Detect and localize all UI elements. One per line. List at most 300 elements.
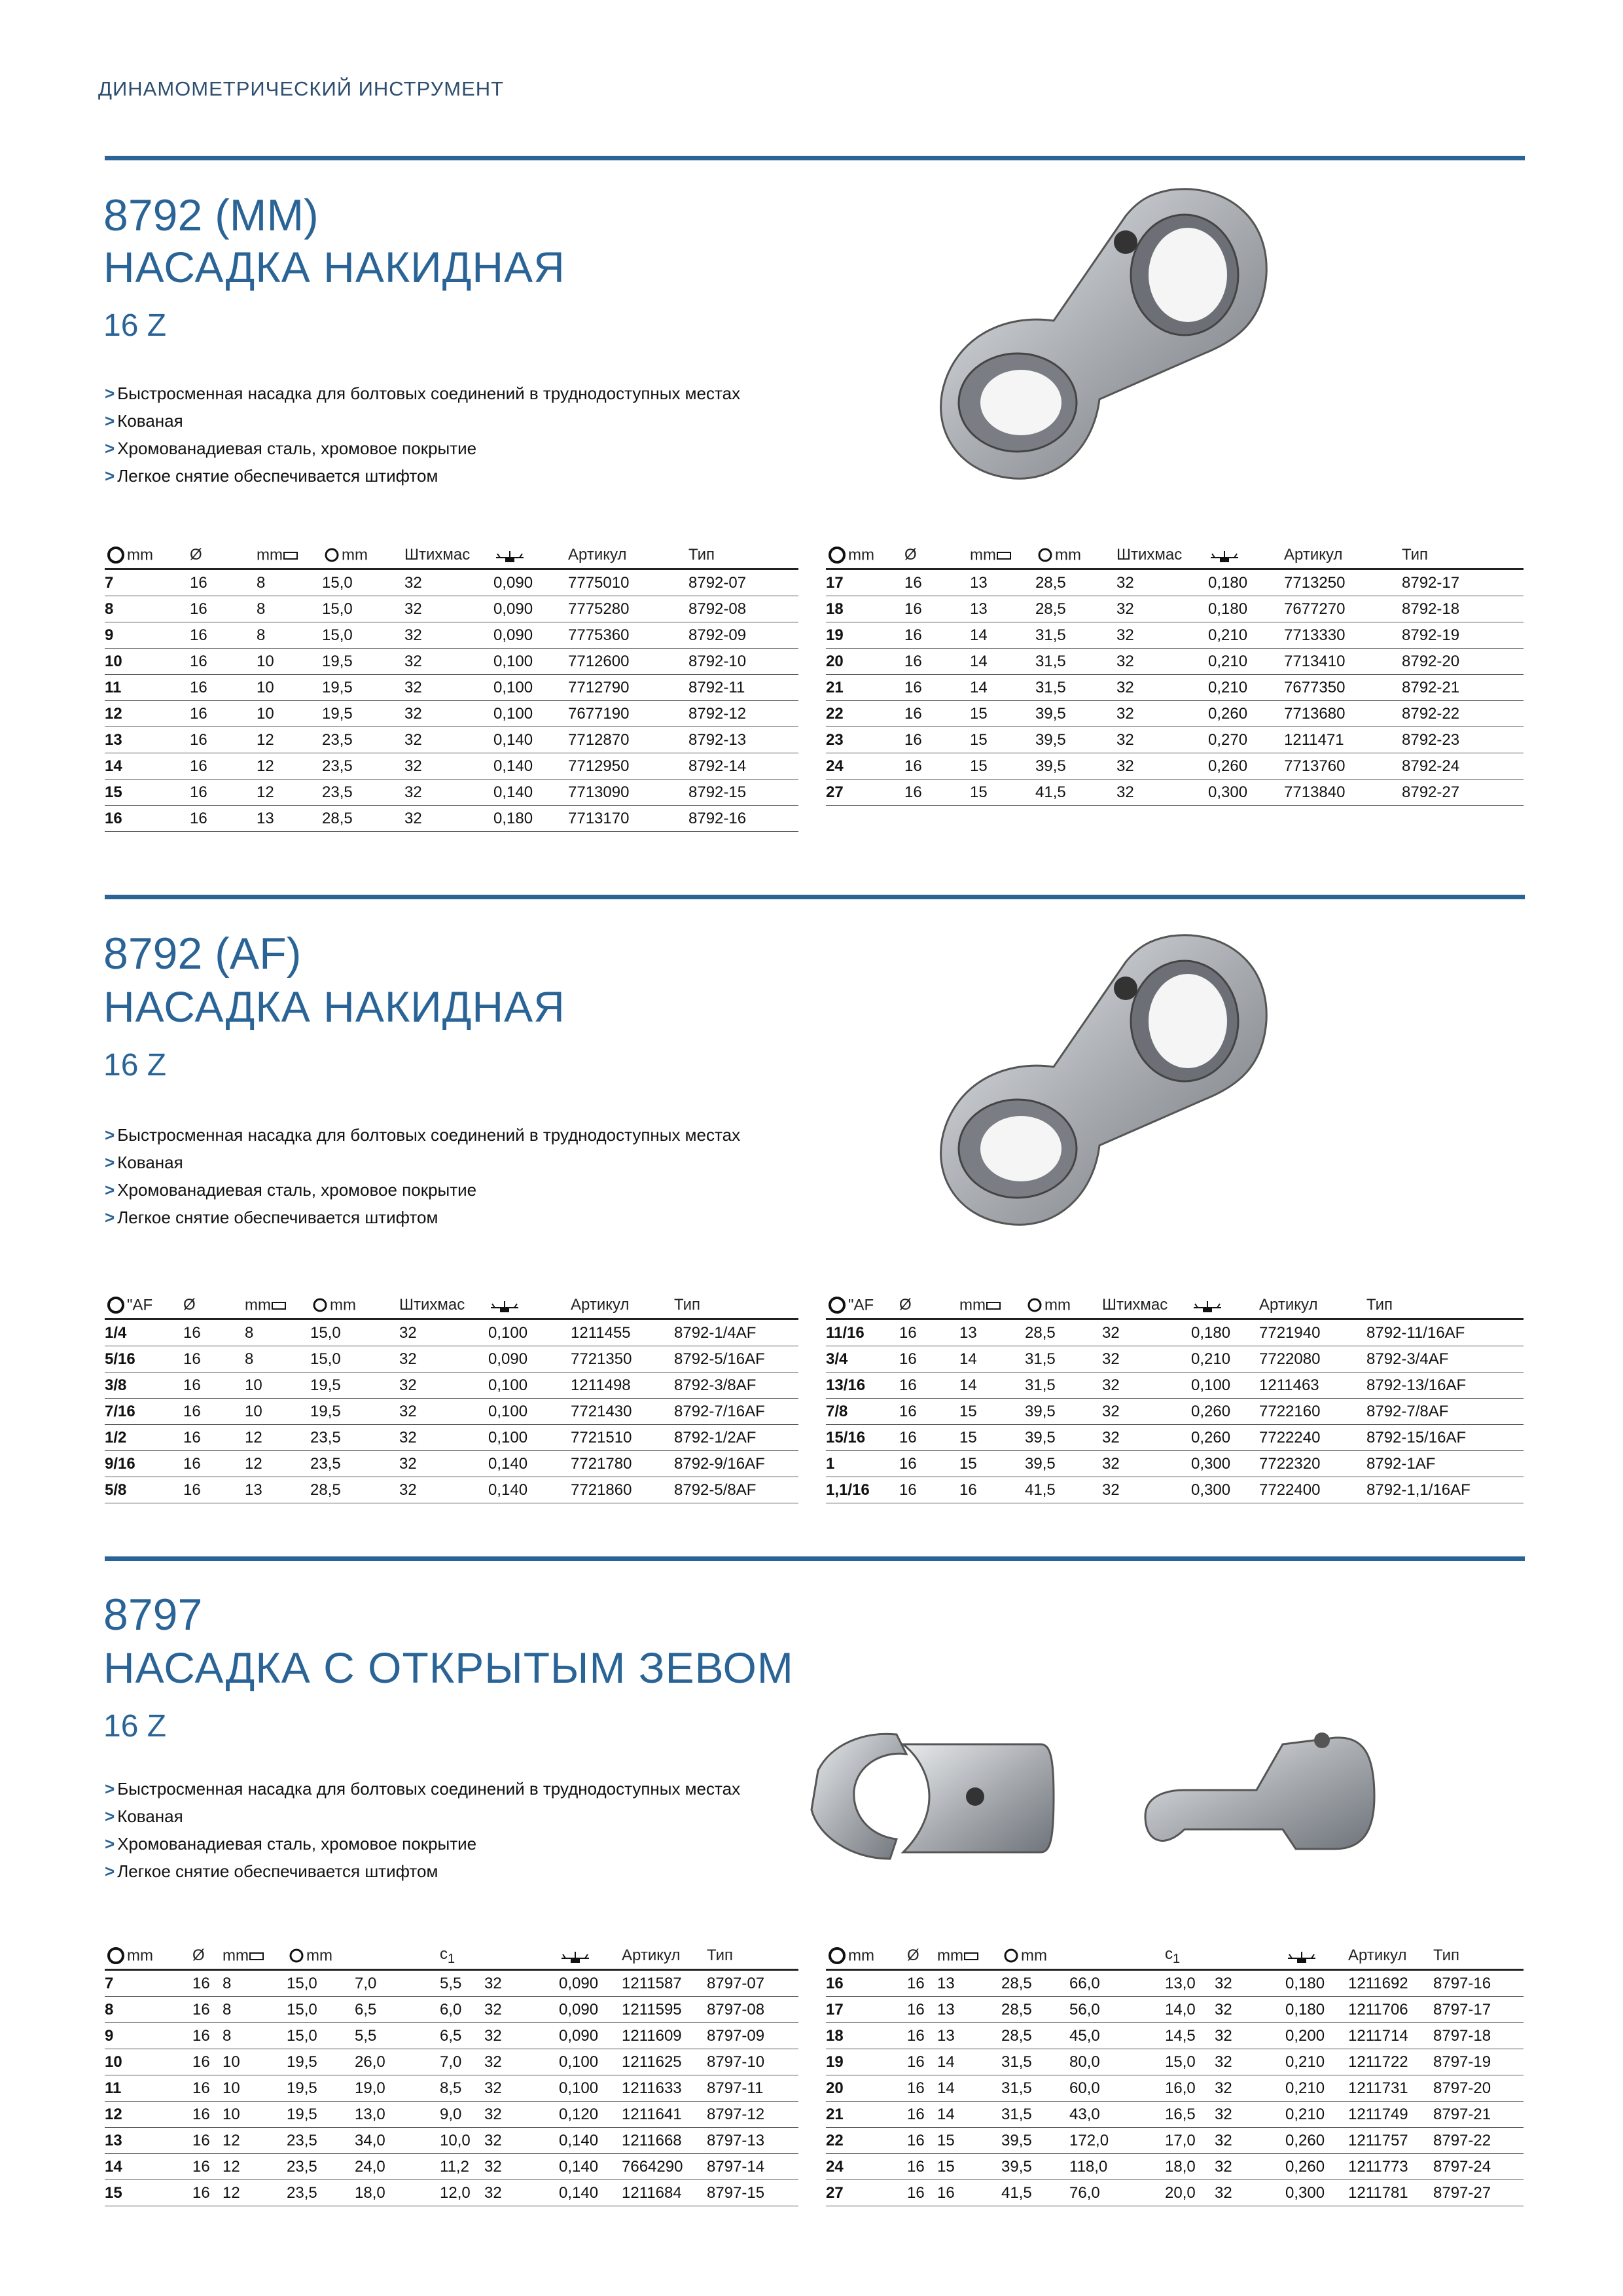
table-cell: 7721860: [571, 1477, 674, 1503]
table-cell: 8797-10: [707, 2049, 798, 2075]
table-cell: 32: [399, 1399, 488, 1425]
table-cell: 15,0: [287, 2023, 355, 2049]
qty-column-header: Штихмас: [399, 1292, 488, 1319]
table-cell: 13,0: [355, 2102, 440, 2128]
table-row: [105, 2049, 798, 2075]
table-cell: 34,0: [355, 2128, 440, 2154]
table-cell: 26,0: [355, 2049, 440, 2075]
table-cell: 15,0: [287, 1970, 355, 1997]
table-cell: 16: [899, 1451, 959, 1477]
table-cell: 0,180: [1208, 569, 1284, 596]
table-cell: 118,0: [1069, 2154, 1165, 2180]
table-cell: 80,0: [1069, 2049, 1165, 2075]
table-row: [826, 649, 1524, 675]
table-cell: 1211625: [622, 2049, 707, 2075]
section-3-features: [105, 1775, 740, 1885]
table-row: [826, 2075, 1524, 2102]
table-cell: 14: [959, 1372, 1025, 1399]
table-cell: 1211668: [622, 2128, 707, 2154]
table-cell: 14: [970, 622, 1035, 649]
size-cell: 19: [826, 2049, 907, 2075]
table-cell: 16: [192, 2075, 223, 2102]
table-cell: 7677190: [568, 701, 688, 727]
table-cell: 0,210: [1285, 2075, 1348, 2102]
ring-size-icon: [105, 547, 127, 564]
depth-icon: [249, 1949, 264, 1962]
size-cell: 1,1/16: [826, 1477, 899, 1503]
table-cell: 1211595: [622, 1997, 707, 2023]
type-column-header: Тип: [674, 1292, 798, 1319]
ring-width-icon: [322, 548, 342, 562]
table-header-row: [105, 1943, 798, 1970]
table-row: [826, 2128, 1524, 2154]
table-cell: 12: [245, 1451, 310, 1477]
size-cell: 27: [826, 2180, 907, 2206]
table-cell: 31,5: [1035, 675, 1116, 701]
size-cell: 7: [105, 1970, 192, 1997]
table-cell: 32: [1102, 1346, 1191, 1372]
table-cell: 28,5: [1001, 1970, 1069, 1997]
table-cell: 28,5: [1035, 596, 1116, 622]
table-cell: 16: [190, 596, 257, 622]
type-column-header: Тип: [688, 542, 798, 569]
table-cell: 16: [904, 675, 970, 701]
table-cell: 8792-15: [688, 780, 798, 806]
table-cell: 0,100: [1191, 1372, 1259, 1399]
table-cell: 32: [1215, 2180, 1285, 2206]
table-cell: 39,5: [1035, 753, 1116, 780]
table-cell: 12: [257, 753, 322, 780]
table-cell: 32: [1116, 780, 1208, 806]
qty-column-header: Штихмас: [1102, 1292, 1191, 1319]
section-divider: [105, 156, 1525, 160]
table-cell: 32: [484, 2128, 559, 2154]
table-row: [105, 622, 798, 649]
table-cell: 0,270: [1208, 727, 1284, 753]
table-cell: 8,5: [440, 2075, 484, 2102]
table-cell: 16: [907, 1970, 937, 1997]
table-cell: 32: [484, 2180, 559, 2206]
size-cell: 24: [826, 2154, 907, 2180]
table-row: [826, 569, 1524, 596]
table-cell: 7721780: [571, 1451, 674, 1477]
table-cell: 0,100: [493, 701, 568, 727]
table-cell: 18,0: [355, 2180, 440, 2206]
table-cell: 1211773: [1348, 2154, 1433, 2180]
table-cell: 8797-09: [707, 2023, 798, 2049]
table-cell: 10: [245, 1372, 310, 1399]
table-row: [826, 1477, 1524, 1503]
table-cell: 8: [257, 622, 322, 649]
table-cell: 23,5: [322, 753, 404, 780]
table-cell: 31,5: [1025, 1372, 1102, 1399]
table-cell: 16: [904, 727, 970, 753]
table-cell: 16: [907, 2075, 937, 2102]
feature-item: > Хромованадиевая сталь, хромовое покрытие: [105, 1180, 477, 1200]
table-row: [105, 701, 798, 727]
table-cell: 16: [899, 1346, 959, 1372]
table-cell: 0,100: [488, 1319, 571, 1346]
table-cell: 10: [223, 2049, 287, 2075]
size-cell: 9: [105, 2023, 192, 2049]
table-cell: 8792-3/4AF: [1366, 1346, 1524, 1372]
table-row: [105, 753, 798, 780]
table-row: [105, 675, 798, 701]
table-cell: 31,5: [1001, 2102, 1069, 2128]
table-cell: 13: [245, 1477, 310, 1503]
table-cell: 7713090: [568, 780, 688, 806]
qty-column-header: [1215, 1943, 1285, 1970]
table-cell: 0,210: [1191, 1346, 1259, 1372]
table-cell: 8792-9/16AF: [674, 1451, 798, 1477]
size-cell: 19: [826, 622, 904, 649]
table-cell: 14: [937, 2049, 1001, 2075]
table-cell: 15,0: [310, 1346, 399, 1372]
table-cell: 8792-19: [1402, 622, 1524, 649]
table-cell: 19,5: [322, 675, 404, 701]
table-cell: 13: [937, 2023, 1001, 2049]
table-cell: 16: [192, 2102, 223, 2128]
table-cell: 7775360: [568, 622, 688, 649]
width-column-header: mm: [287, 1943, 355, 1970]
table-cell: 0,260: [1285, 2128, 1348, 2154]
table-cell: 8792-20: [1402, 649, 1524, 675]
table-cell: 28,5: [310, 1477, 399, 1503]
table-cell: 0,120: [559, 2102, 622, 2128]
table-cell: 7722240: [1259, 1425, 1366, 1451]
table-cell: 16: [190, 622, 257, 649]
table-cell: 8797-16: [1433, 1970, 1524, 1997]
table-cell: 8: [223, 2023, 287, 2049]
table-cell: 6,0: [440, 1997, 484, 2023]
table-cell: 7712950: [568, 753, 688, 780]
table-cell: 31,5: [1001, 2075, 1069, 2102]
size-column-header: "AF: [826, 1292, 899, 1319]
table-cell: 16,0: [1165, 2075, 1215, 2102]
depth-column-header: mm: [223, 1943, 287, 1970]
table-cell: 13: [970, 596, 1035, 622]
table-cell: 14: [959, 1346, 1025, 1372]
table-cell: 16: [192, 2049, 223, 2075]
table-cell: 0,100: [559, 2075, 622, 2102]
table-cell: 8792-27: [1402, 780, 1524, 806]
table-cell: 15: [970, 701, 1035, 727]
table-cell: 8797-21: [1433, 2102, 1524, 2128]
table-cell: 16: [899, 1399, 959, 1425]
weight-icon: [1285, 1949, 1318, 1964]
table-row: [105, 1425, 798, 1451]
ring-size-icon: [826, 1947, 848, 1964]
table-cell: 8: [223, 1997, 287, 2023]
table-cell: 8792-08: [688, 596, 798, 622]
table-cell: 28,5: [1001, 2023, 1069, 2049]
table-cell: 0,210: [1285, 2049, 1348, 2075]
table-cell: 8797-17: [1433, 1997, 1524, 2023]
table-cell: 0,210: [1208, 649, 1284, 675]
table-cell: 32: [1116, 727, 1208, 753]
table-cell: 0,140: [559, 2154, 622, 2180]
table-cell: 16: [190, 675, 257, 701]
table-cell: 16: [190, 727, 257, 753]
table-cell: 32: [404, 596, 493, 622]
table-row: [826, 1372, 1524, 1399]
table-cell: 0,100: [493, 649, 568, 675]
table-cell: 11,2: [440, 2154, 484, 2180]
table-cell: 8792-11: [688, 675, 798, 701]
table-cell: 1211692: [1348, 1970, 1433, 1997]
depth-icon: [271, 1299, 287, 1312]
weight-column-header: [488, 1292, 571, 1319]
table-cell: 31,5: [1001, 2049, 1069, 2075]
table-cell: 32: [404, 569, 493, 596]
table-row: [826, 780, 1524, 806]
table-cell: 32: [399, 1372, 488, 1399]
size-cell: 11/16: [826, 1319, 899, 1346]
ring-width-icon: [1001, 1948, 1021, 1963]
ring-width-icon: [310, 1298, 330, 1312]
size-cell: 15/16: [826, 1425, 899, 1451]
size-column-header: "AF: [105, 1292, 183, 1319]
table-cell: 39,5: [1025, 1399, 1102, 1425]
size-cell: 15: [105, 2180, 192, 2206]
width-column-header: mm: [322, 542, 404, 569]
feature-item: > Хромованадиевая сталь, хромовое покрытие: [105, 1834, 477, 1854]
size-cell: 7/8: [826, 1399, 899, 1425]
qty-column-header: Штихмас: [404, 542, 493, 569]
table-cell: 0,180: [1285, 1970, 1348, 1997]
ring-wrench-photo: [929, 923, 1283, 1250]
section-3-sub: 16 Z: [103, 1709, 167, 1744]
weight-icon: [1208, 548, 1241, 563]
table-cell: 1211706: [1348, 1997, 1433, 2023]
depth-icon: [283, 548, 298, 562]
table-header-row: [826, 1943, 1524, 1970]
table-cell: 16: [190, 701, 257, 727]
table-cell: 0,200: [1285, 2023, 1348, 2049]
size-cell: 1: [826, 1451, 899, 1477]
table-cell: 8792-07: [688, 569, 798, 596]
article-column-header: Артикул: [1259, 1292, 1366, 1319]
qty-column-header: Штихмас: [1116, 542, 1208, 569]
feature-item: > Кованая: [105, 1806, 183, 1826]
table-row: [105, 596, 798, 622]
size-cell: 20: [826, 649, 904, 675]
table-cell: 7721510: [571, 1425, 674, 1451]
table-cell: 32: [484, 2154, 559, 2180]
table-cell: 6,5: [355, 1997, 440, 2023]
depth-column-header: mm: [257, 542, 322, 569]
table-cell: 0,210: [1285, 2102, 1348, 2128]
size-cell: 21: [826, 675, 904, 701]
table-cell: 41,5: [1025, 1477, 1102, 1503]
table-cell: 32: [1116, 596, 1208, 622]
table-row: [105, 2102, 798, 2128]
table-cell: 66,0: [1069, 1970, 1165, 1997]
feature-item: > Легкое снятие обеспечивается штифтом: [105, 1208, 438, 1227]
table-cell: 13: [937, 1970, 1001, 1997]
table-cell: 8792-21: [1402, 675, 1524, 701]
table-cell: 0,260: [1208, 753, 1284, 780]
table-cell: 32: [1215, 1997, 1285, 2023]
table-cell: 0,140: [493, 727, 568, 753]
table-cell: 0,260: [1191, 1399, 1259, 1425]
table-cell: 32: [1116, 649, 1208, 675]
section-divider: [105, 895, 1525, 899]
table-cell: 0,090: [493, 596, 568, 622]
table-cell: 32: [404, 701, 493, 727]
weight-column-header: [1191, 1292, 1259, 1319]
table-cell: 16: [183, 1372, 245, 1399]
table-cell: 16: [904, 596, 970, 622]
table-cell: 19,5: [310, 1399, 399, 1425]
size-cell: 5/16: [105, 1346, 183, 1372]
ring-size-icon: [826, 547, 848, 564]
table-cell: 16: [183, 1425, 245, 1451]
section-1-name: НАСАДКА НАКИДНАЯ: [103, 243, 565, 291]
table-cell: 16: [192, 2154, 223, 2180]
table-cell: 16: [959, 1477, 1025, 1503]
table-cell: 16: [904, 569, 970, 596]
section-3-code: 8797: [103, 1590, 203, 1640]
table-cell: 8792-17: [1402, 569, 1524, 596]
table-cell: 41,5: [1001, 2180, 1069, 2206]
table-cell: 28,5: [322, 806, 404, 832]
section-2-name: НАСАДКА НАКИДНАЯ: [103, 982, 565, 1031]
offset-open-wrench-photo: [1126, 1718, 1400, 1888]
table-cell: 8797-19: [1433, 2049, 1524, 2075]
depth-icon: [996, 548, 1012, 562]
table-cell: 1211684: [622, 2180, 707, 2206]
table-cell: 32: [399, 1346, 488, 1372]
table-cell: 28,5: [1035, 569, 1116, 596]
table-row: [105, 1451, 798, 1477]
table-cell: 15,0: [322, 569, 404, 596]
table-cell: 39,5: [1025, 1451, 1102, 1477]
table-cell: 16: [899, 1372, 959, 1399]
table-cell: 39,5: [1035, 727, 1116, 753]
size-cell: 11: [105, 675, 190, 701]
section-2-sub: 16 Z: [103, 1048, 167, 1083]
table-cell: 13: [257, 806, 322, 832]
table-cell: 8797-20: [1433, 2075, 1524, 2102]
table-cell: 1211471: [1284, 727, 1402, 753]
table-row: [105, 1477, 798, 1503]
table-cell: 39,5: [1001, 2128, 1069, 2154]
ring-width-icon: [287, 1948, 306, 1963]
table-cell: 31,5: [1035, 649, 1116, 675]
table-cell: 16: [907, 1997, 937, 2023]
table-cell: 15,0: [322, 596, 404, 622]
table-cell: 8797-15: [707, 2180, 798, 2206]
table-cell: 24,0: [355, 2154, 440, 2180]
table-cell: 12: [223, 2154, 287, 2180]
size-cell: 7/16: [105, 1399, 183, 1425]
table-cell: 1211714: [1348, 2023, 1433, 2049]
table-cell: 15: [970, 727, 1035, 753]
weight-column-header: [1208, 542, 1284, 569]
table-cell: 28,5: [1001, 1997, 1069, 2023]
table-cell: 32: [399, 1319, 488, 1346]
table-cell: 16: [907, 2023, 937, 2049]
size-cell: 13: [105, 2128, 192, 2154]
table-cell: 39,5: [1025, 1425, 1102, 1451]
table-cell: 8: [223, 1970, 287, 1997]
table-cell: 7,0: [440, 2049, 484, 2075]
table-cell: 7713330: [1284, 622, 1402, 649]
table-cell: 7713840: [1284, 780, 1402, 806]
table-cell: 0,260: [1208, 701, 1284, 727]
table-cell: 16: [904, 753, 970, 780]
section-1-sub: 16 Z: [103, 308, 167, 343]
table-row: [105, 780, 798, 806]
weight-column-header: [493, 542, 568, 569]
table-cell: 16: [183, 1319, 245, 1346]
table-cell: 0,180: [1208, 596, 1284, 622]
table-cell: 1211641: [622, 2102, 707, 2128]
table-cell: 7677270: [1284, 596, 1402, 622]
weight-icon: [488, 1299, 521, 1313]
c1-column-header: $c_1$: [440, 1943, 484, 1970]
table-cell: 7664290: [622, 2154, 707, 2180]
table-cell: 32: [1102, 1477, 1191, 1503]
table-cell: 39,5: [1035, 701, 1116, 727]
table-cell: 15,0: [322, 622, 404, 649]
table-cell: 16: [904, 649, 970, 675]
ring-width-icon: [1035, 548, 1055, 562]
table-cell: 8792-15/16AF: [1366, 1425, 1524, 1451]
table-cell: 15: [959, 1425, 1025, 1451]
table-cell: 0,090: [559, 1970, 622, 1997]
table-cell: 0,180: [1191, 1319, 1259, 1346]
table-cell: 8792-3/8AF: [674, 1372, 798, 1399]
table-cell: 0,140: [493, 780, 568, 806]
table-cell: 16,5: [1165, 2102, 1215, 2128]
table-cell: 7722160: [1259, 1399, 1366, 1425]
width-column-header: mm: [310, 1292, 399, 1319]
article-column-header: Артикул: [1284, 542, 1402, 569]
table-cell: 32: [404, 806, 493, 832]
size-cell: 9: [105, 622, 190, 649]
table-cell: 1211587: [622, 1970, 707, 1997]
opening-column-header: [1069, 1943, 1165, 1970]
table-cell: 0,300: [1285, 2180, 1348, 2206]
table-cell: 8792-24: [1402, 753, 1524, 780]
table-row: [826, 2102, 1524, 2128]
table-cell: 32: [404, 622, 493, 649]
table-cell: 15,0: [287, 1997, 355, 2023]
table-cell: 8792-09: [688, 622, 798, 649]
table-cell: 32: [399, 1425, 488, 1451]
table-cell: 1211463: [1259, 1372, 1366, 1399]
table-cell: 23,5: [287, 2128, 355, 2154]
size-cell: 12: [105, 2102, 192, 2128]
table-cell: 12: [257, 727, 322, 753]
table-cell: 16: [192, 1997, 223, 2023]
table-cell: 16: [190, 649, 257, 675]
table-cell: 23,5: [310, 1425, 399, 1451]
table-cell: 0,100: [559, 2049, 622, 2075]
size-cell: 17: [826, 1997, 907, 2023]
table-cell: 1211731: [1348, 2075, 1433, 2102]
size-cell: 3/8: [105, 1372, 183, 1399]
ring-width-icon: [1025, 1298, 1044, 1312]
table-cell: 10: [223, 2075, 287, 2102]
table-cell: 16: [907, 2128, 937, 2154]
weight-column-header: [559, 1943, 622, 1970]
table-cell: 8797-11: [707, 2075, 798, 2102]
size-cell: 18: [826, 596, 904, 622]
depth-icon: [963, 1949, 979, 1962]
